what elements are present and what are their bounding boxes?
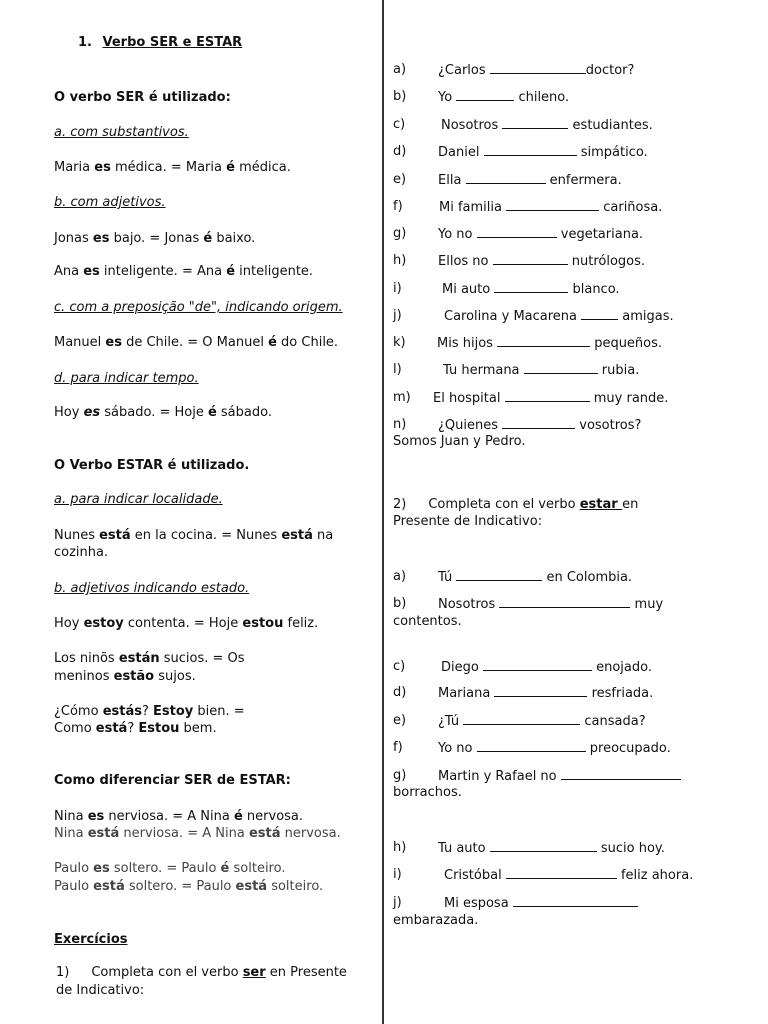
answer-blank[interactable] bbox=[505, 389, 590, 402]
exercise-1-item-text: Tu hermana rubia. bbox=[443, 363, 640, 378]
exercise-1-item-text: Daniel simpático. bbox=[438, 145, 648, 160]
estar-example-a: Nunes está en la cocina. = Nunes está na bbox=[54, 528, 334, 543]
exercise-2-item bbox=[393, 894, 513, 911]
exercise-1-item-text: Ellos no nutrólogos. bbox=[438, 254, 646, 269]
exercise-2-item bbox=[393, 568, 633, 585]
answer-blank[interactable] bbox=[524, 361, 598, 374]
estar-example-b2-line2: meninos estão sujos. bbox=[54, 669, 196, 684]
estar-example-a-cont: cozinha. bbox=[54, 545, 109, 560]
answer-blank[interactable] bbox=[483, 658, 592, 671]
exercise-1-item-label: n) bbox=[393, 417, 407, 432]
exercise-2-g-cont: borrachos. bbox=[393, 785, 462, 800]
exercise-1-item-label: b) bbox=[393, 89, 407, 104]
answer-blank[interactable] bbox=[456, 568, 542, 581]
ser-example-b2: Ana es inteligente. = Ana é inteligente. bbox=[54, 264, 314, 279]
exercise-1-item-label: l) bbox=[393, 362, 402, 377]
exercise-1-item-label: a) bbox=[393, 62, 407, 77]
exercise-1-item-text: Carolina y Macarena amigas. bbox=[444, 309, 674, 324]
ser-example-a: Maria es médica. = Maria é médica. bbox=[54, 160, 291, 175]
estar-example-b3-line2: Como está? Estou bem. bbox=[54, 721, 217, 736]
exercise-1-item-label: j) bbox=[393, 308, 402, 323]
exercise-1-item-label: e) bbox=[393, 172, 407, 187]
ser-rule-c: c. com a preposição "de", indicando origem. bbox=[54, 300, 343, 315]
ser-rule-b: b. com adjetivos. bbox=[54, 195, 166, 210]
exercise-1-item-text: Yo chileno. bbox=[438, 90, 570, 105]
estar-example-b1: Hoy estoy contenta. = Hoje estou feliz. bbox=[54, 616, 319, 631]
diff-example-1: Nina es nerviosa. = A Nina é nervosa. bbox=[54, 809, 304, 824]
answer-blank[interactable] bbox=[463, 712, 580, 725]
exercise-1-item bbox=[393, 280, 620, 297]
exercise-1-item-text: Nosotros estudiantes. bbox=[441, 118, 653, 133]
exercise-1-item bbox=[393, 225, 644, 242]
exercise-2-instruction: 2) Completa con el verbo estar en bbox=[393, 497, 639, 512]
exercise-2-item-text: ¿Tú cansada? bbox=[438, 714, 646, 729]
exercise-1-item-label: f) bbox=[393, 199, 403, 214]
exercise-1-item bbox=[393, 307, 674, 324]
diff-example-4: Paulo está soltero. = Paulo está solteiro. bbox=[54, 879, 324, 894]
exercise-2-item-text: Mi esposa bbox=[444, 894, 638, 912]
ser-example-b1: Jonas es bajo. = Jonas é baixo. bbox=[54, 231, 256, 246]
section-title-text: Verbo SER e ESTAR bbox=[102, 35, 243, 50]
exercise-2-item bbox=[393, 684, 654, 701]
exercise-1-item bbox=[393, 171, 622, 188]
exercise-2-item bbox=[393, 866, 694, 883]
estar-heading: O Verbo ESTAR é utilizado. bbox=[54, 458, 250, 473]
exercise-2-item bbox=[393, 595, 664, 612]
estar-example-b3-line1: ¿Cómo estás? Estoy bien. = bbox=[54, 704, 245, 719]
ser-example-c: Manuel es de Chile. = O Manuel é do Chile. bbox=[54, 335, 339, 350]
exercise-2-item-text: Diego enojado. bbox=[441, 660, 652, 675]
answer-blank[interactable] bbox=[494, 684, 587, 697]
exercise-1-item-text: Mis hijos pequeños. bbox=[437, 336, 663, 351]
exercise-2-item bbox=[393, 712, 646, 729]
exercise-2-item-label: i) bbox=[393, 867, 402, 882]
exercise-2-item-label: b) bbox=[393, 596, 407, 611]
section-number: 1. bbox=[78, 35, 92, 50]
exercise-2-item-text: Nosotros muy bbox=[438, 597, 664, 612]
ser-rule-a: a. com substantivos. bbox=[54, 125, 189, 140]
exercise-2-j-cont: embarazada. bbox=[393, 913, 479, 928]
ser-heading: O verbo SER é utilizado: bbox=[54, 90, 231, 105]
exercise-1-item bbox=[393, 389, 669, 406]
answer-blank[interactable] bbox=[477, 225, 557, 238]
exercise-2-instruction-cont: Presente de Indicativo: bbox=[393, 514, 543, 529]
diff-example-3: Paulo es soltero. = Paulo é solteiro. bbox=[54, 861, 286, 876]
answer-blank[interactable] bbox=[494, 280, 568, 293]
exercise-2-item bbox=[393, 658, 652, 675]
section-title bbox=[78, 34, 242, 51]
exercise-1-item-label: i) bbox=[393, 281, 402, 296]
exercise-2-item-label: d) bbox=[393, 685, 407, 700]
exercise-1-item bbox=[393, 88, 570, 105]
exercise-2-item-text: Martin y Rafael no bbox=[438, 767, 681, 785]
exercise-1-instruction: 1) Completa con el verbo ser en Presente bbox=[56, 965, 347, 980]
exercise-2-item-text: Mariana resfriada. bbox=[438, 686, 654, 701]
exercise-2-item bbox=[393, 839, 665, 856]
ser-rule-d: d. para indicar tempo. bbox=[54, 371, 199, 386]
answer-blank[interactable] bbox=[502, 416, 575, 429]
exercise-1-item bbox=[393, 252, 646, 269]
exercise-2-item-text: Cristóbal feliz ahora. bbox=[444, 868, 694, 883]
exercise-1-item-label: g) bbox=[393, 226, 407, 241]
exercise-1-item bbox=[393, 116, 653, 133]
answer-blank[interactable] bbox=[493, 252, 568, 265]
exercise-1-item-label: m) bbox=[393, 390, 411, 405]
answer-blank[interactable] bbox=[561, 767, 681, 780]
exercise-2-item-text: Tu auto sucio hoy. bbox=[438, 841, 665, 856]
answer-blank[interactable] bbox=[497, 334, 590, 347]
page-divider bbox=[382, 0, 384, 1024]
exercise-1-item bbox=[393, 334, 663, 351]
exercise-2-item bbox=[393, 767, 561, 784]
estar-rule-a: a. para indicar localidade. bbox=[54, 492, 223, 507]
answer-blank[interactable] bbox=[490, 61, 586, 74]
exercise-1-item bbox=[393, 143, 648, 160]
exercise-1-item-text: ¿Carlos doctor? bbox=[438, 63, 635, 78]
diff-example-2: Nina está nerviosa. = A Nina está nervosa. bbox=[54, 826, 341, 841]
exercise-1-item bbox=[393, 361, 640, 378]
exercise-2-item-label: j) bbox=[393, 895, 402, 910]
exercise-1-item-label: h) bbox=[393, 253, 407, 268]
diff-heading: Como diferenciar SER de ESTAR: bbox=[54, 773, 291, 788]
answer-blank[interactable] bbox=[581, 307, 618, 320]
exercise-1-item bbox=[393, 416, 642, 433]
exercise-1-item-label: d) bbox=[393, 144, 407, 159]
exercise-2-item-label: e) bbox=[393, 713, 407, 728]
exercise-1-item bbox=[393, 61, 635, 78]
exercise-1-item-label: k) bbox=[393, 335, 406, 350]
exercise-1-item-text: Ella enfermera. bbox=[438, 173, 622, 188]
estar-example-b2-line1: Los ninõs están sucios. = Os bbox=[54, 651, 245, 666]
exercise-1-item-text: El hospital muy rande. bbox=[433, 391, 669, 406]
exercise-2-item bbox=[393, 739, 671, 756]
answer-blank[interactable] bbox=[506, 866, 617, 879]
answer-blank[interactable] bbox=[506, 198, 599, 211]
exercises-heading: Exercícios bbox=[54, 932, 128, 947]
exercise-1-n-cont: Somos Juan y Pedro. bbox=[393, 434, 526, 449]
exercise-2-item-text: Tú en Colombia. bbox=[438, 570, 633, 585]
exercise-2-item-label: g) bbox=[393, 768, 407, 783]
answer-blank[interactable] bbox=[484, 143, 577, 156]
exercise-2-item-label: f) bbox=[393, 740, 403, 755]
exercise-2-item-text: Yo no preocupado. bbox=[438, 741, 671, 756]
exercise-1-item-label: c) bbox=[393, 117, 406, 132]
answer-blank[interactable] bbox=[502, 116, 568, 129]
answer-blank[interactable] bbox=[513, 894, 638, 907]
exercise-1-item-text: Mi auto blanco. bbox=[442, 282, 620, 297]
exercise-1-item bbox=[393, 198, 663, 215]
answer-blank[interactable] bbox=[466, 171, 546, 184]
answer-blank[interactable] bbox=[490, 839, 597, 852]
exercise-1-item-text: Yo no vegetariana. bbox=[438, 227, 644, 242]
exercise-1-item-text: Mi familia cariñosa. bbox=[439, 200, 663, 215]
exercise-1-instruction-cont: de Indicativo: bbox=[56, 983, 145, 998]
estar-rule-b: b. adjetivos indicando estado. bbox=[54, 581, 250, 596]
exercise-2-item-label: c) bbox=[393, 659, 406, 674]
exercise-2-item-label: h) bbox=[393, 840, 407, 855]
answer-blank[interactable] bbox=[477, 739, 586, 752]
exercise-2-item-label: a) bbox=[393, 569, 407, 584]
ser-example-d: Hoy es sábado. = Hoje é sábado. bbox=[54, 405, 272, 420]
answer-blank[interactable] bbox=[499, 595, 630, 608]
exercise-2-b-cont: contentos. bbox=[393, 614, 462, 629]
exercise-1-item-text: ¿Quienes vosotros? bbox=[438, 418, 642, 433]
answer-blank[interactable] bbox=[456, 88, 514, 101]
